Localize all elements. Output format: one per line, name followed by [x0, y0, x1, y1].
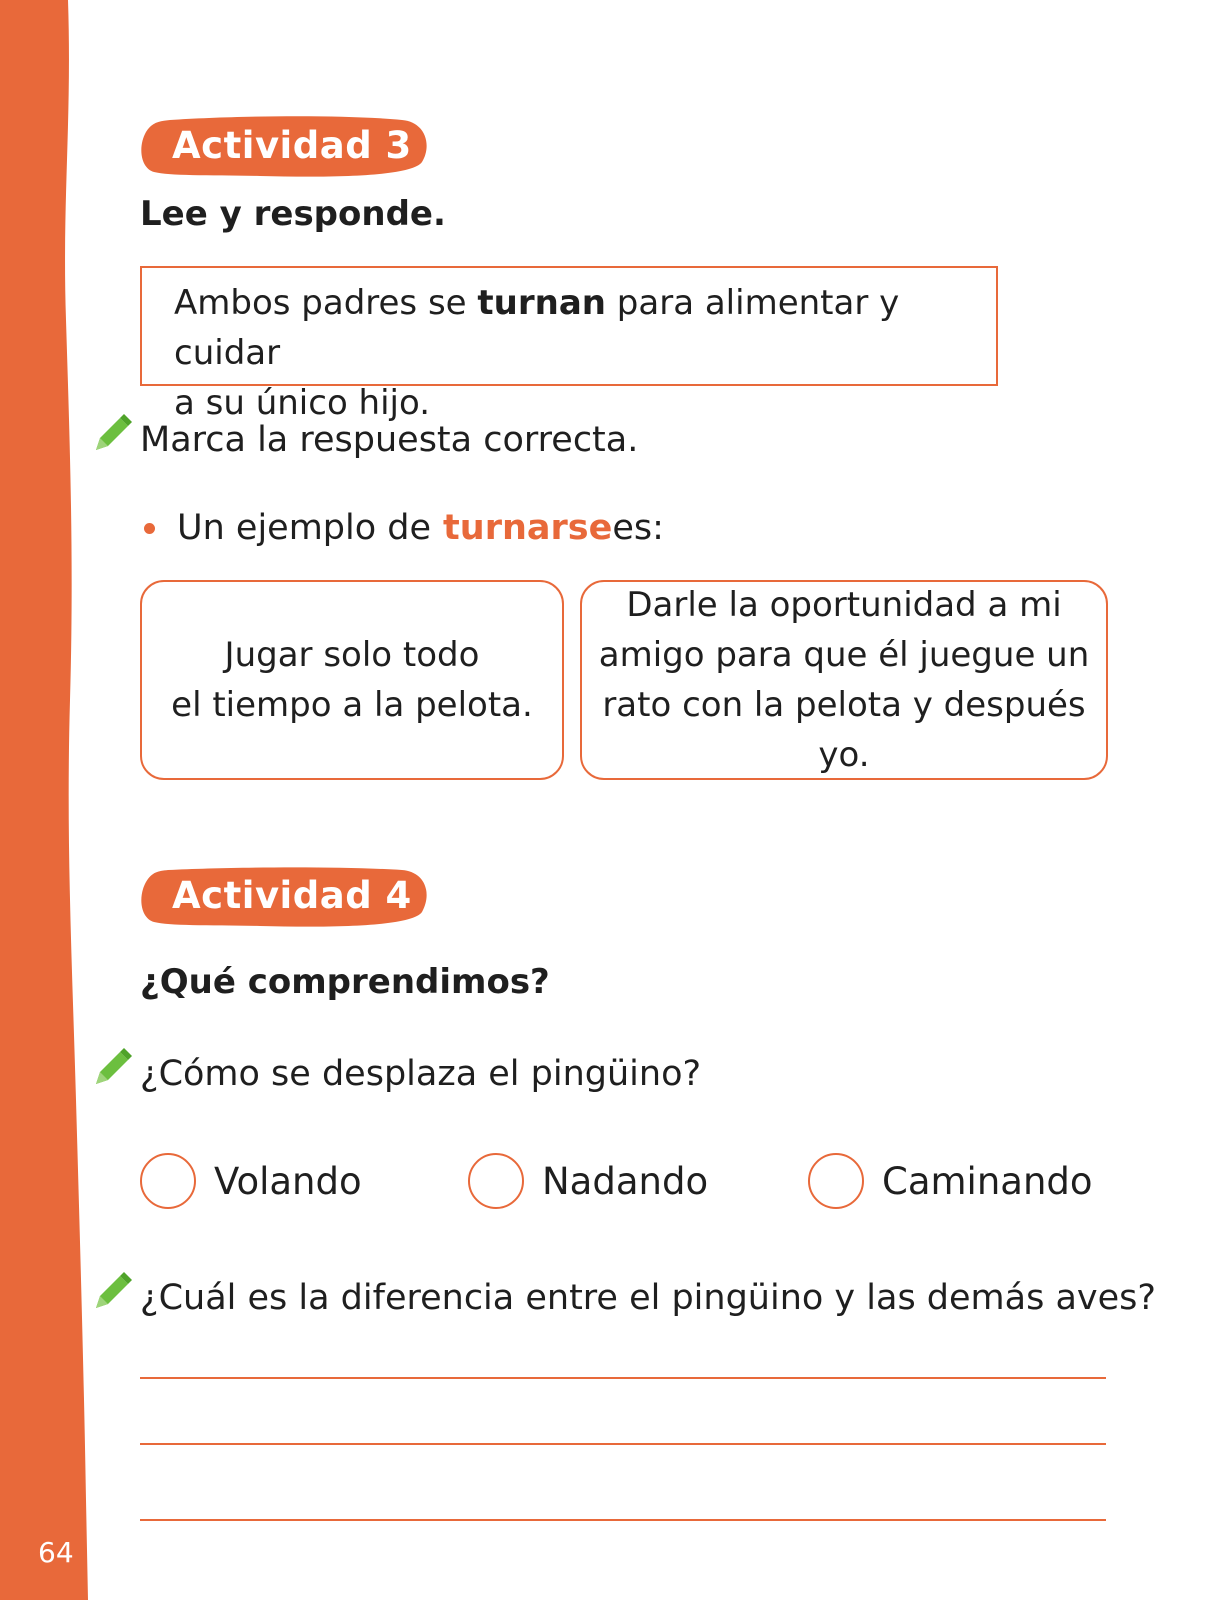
answer-line-3[interactable]	[140, 1519, 1106, 1521]
radio-circle-icon[interactable]	[808, 1153, 864, 1209]
side-band	[0, 0, 100, 1600]
activity-3-title: Actividad 3	[172, 124, 412, 167]
option-card-1[interactable]	[140, 580, 564, 780]
activity-4-subtitle: ¿Qué comprendimos?	[140, 962, 550, 1002]
option-card-1-text	[171, 630, 533, 730]
question-after: es:	[612, 508, 664, 548]
option-card-2[interactable]	[580, 580, 1108, 780]
instruction-mark	[92, 420, 638, 460]
activity-4-header	[140, 866, 430, 928]
pencil-icon	[92, 1272, 132, 1312]
reading-line-1-before: Ambos padres se	[174, 283, 478, 323]
question-diferencia-text: ¿Cuál es la diferencia entre el pingüino y las demás aves?	[140, 1278, 1156, 1318]
radio-circle-icon[interactable]	[468, 1153, 524, 1209]
option-2-line-3: rato con la pelota y después yo.	[602, 685, 1086, 775]
reading-line-2: a su único hijo.	[174, 383, 431, 423]
activity-3-header	[140, 116, 430, 178]
choice-volando-label: Volando	[214, 1159, 362, 1203]
activity-4-title: Actividad 4	[172, 874, 412, 917]
pencil-icon	[92, 1048, 132, 1088]
answer-line-2[interactable]	[140, 1443, 1106, 1445]
choice-nadando[interactable]	[468, 1153, 708, 1209]
question-keyword: turnarse	[443, 508, 613, 548]
question-turnarse	[140, 508, 664, 548]
reading-line-1-after: para alimentar y cuidar	[174, 283, 900, 373]
reading-keyword: turnan	[477, 283, 606, 323]
question-before: Un ejemplo de	[177, 508, 432, 548]
pencil-icon	[92, 414, 132, 454]
question-diferencia	[92, 1278, 1156, 1318]
activity-3-subtitle: Lee y responde.	[140, 194, 446, 234]
question-desplaza	[92, 1054, 701, 1094]
reading-line-1	[174, 278, 996, 378]
choice-caminando[interactable]	[808, 1153, 1093, 1209]
radio-circle-icon[interactable]	[140, 1153, 196, 1209]
option-1-line-1: Jugar solo todo	[224, 635, 480, 675]
option-2-line-1: Darle la oportunidad a mi	[626, 585, 1062, 625]
choice-caminando-label: Caminando	[882, 1159, 1093, 1203]
bullet-icon	[144, 523, 155, 534]
option-1-line-2: el tiempo a la pelota.	[171, 685, 533, 725]
answer-line-1[interactable]	[140, 1377, 1106, 1379]
option-card-2-text	[582, 580, 1106, 780]
option-2-line-2: amigo para que él juegue un	[598, 635, 1090, 675]
choice-volando[interactable]	[140, 1153, 362, 1209]
page-number: 64	[38, 1536, 74, 1569]
instruction-text: Marca la respuesta correcta.	[140, 420, 639, 460]
question-desplaza-text: ¿Cómo se desplaza el pingüino?	[140, 1054, 702, 1094]
choice-nadando-label: Nadando	[542, 1159, 709, 1203]
reading-box	[140, 266, 998, 423]
